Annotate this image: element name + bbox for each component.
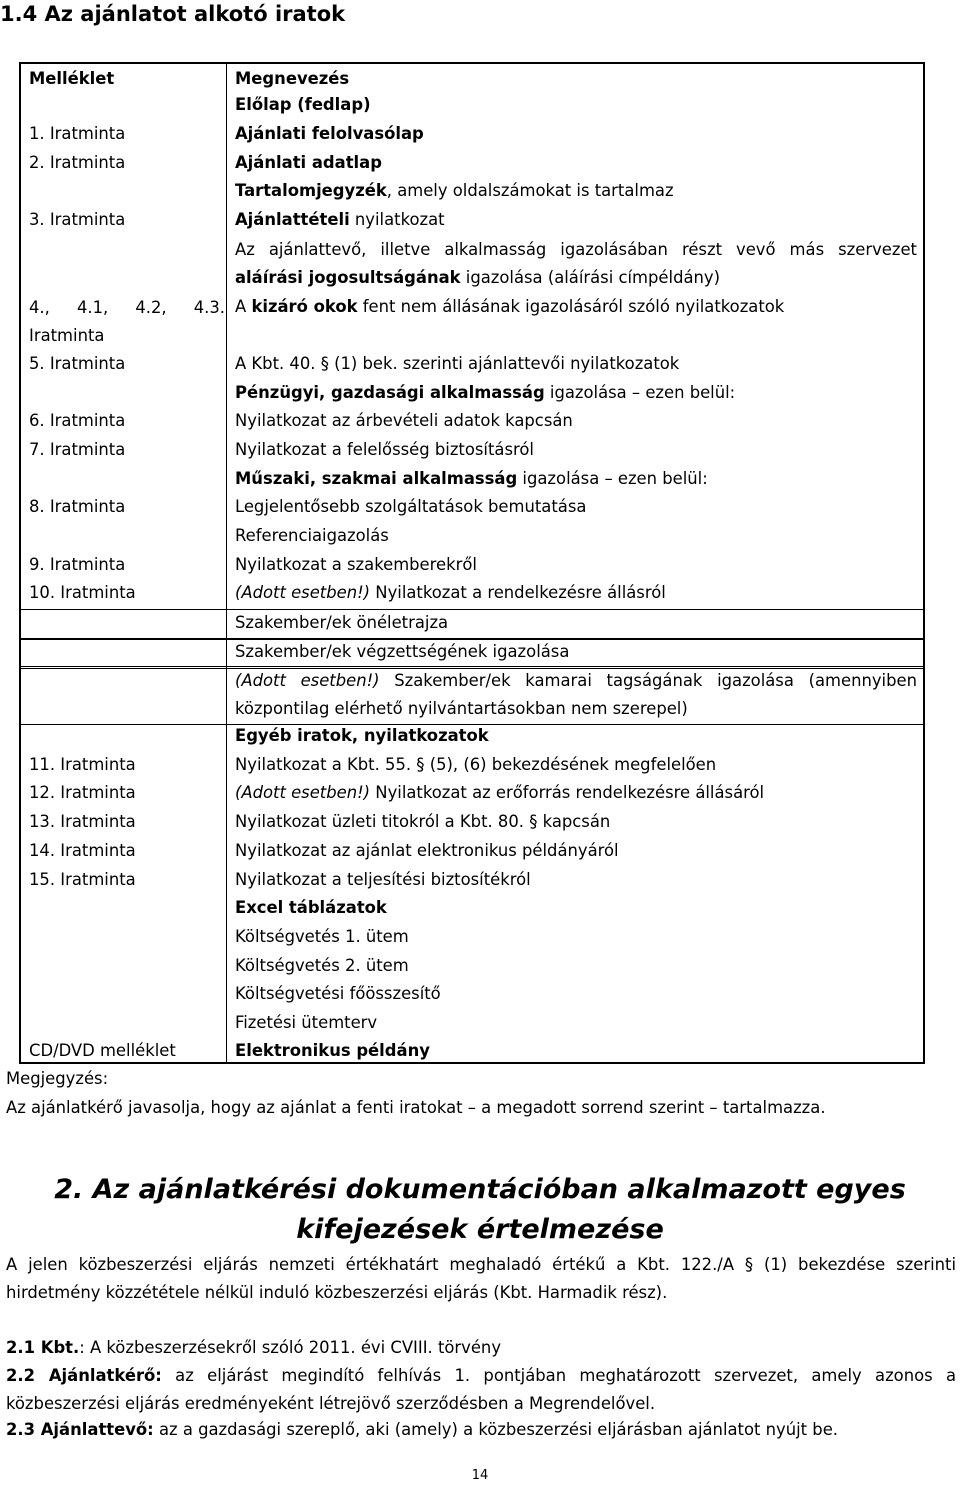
name-cell [235,466,917,492]
annex-cell: 6. Iratminta [29,411,126,430]
note-label: Megjegyzés: [6,1069,109,1088]
annex-cell: 14. Iratminta [29,841,136,860]
name-cell [235,178,917,204]
text-span: Költségvetés 2. ütem [235,956,409,975]
bold-text: Ajánlati felolvasólap [235,124,424,143]
name-cell [235,523,917,549]
name-cell [235,121,917,147]
annex-cell: 4., 4.1, 4.2, 4.3. Iratminta [29,298,225,345]
annex-cell: 13. Iratminta [29,812,136,831]
table-row [21,207,923,236]
name-cell [235,494,917,520]
name-cell [235,1010,917,1036]
definition-text: az a gazdasági szereplő, aki (amely) a közbeszerzési eljárásban ajánlatot nyújt be. [153,1420,838,1439]
text-span: igazolása – ezen belül: [544,383,736,402]
definition-ajanlatkero [6,1362,956,1418]
name-cell [235,408,917,434]
text-span: Nyilatkozat üzleti titokról a Kbt. 80. § kapcsán [235,812,611,831]
table-row [21,867,923,896]
bold-text: kizáró okok [251,297,358,316]
definition-term: 2.2 Ajánlatkérő: [6,1366,162,1385]
name-cell [235,752,917,778]
text-span: Nyilatkozat az erőforrás rendelkezésre állásáról [370,783,765,802]
name-cell [235,380,917,406]
header-annex: Melléklet [29,69,115,88]
bold-text: Elektronikus példány [235,1041,430,1060]
table-row [21,552,923,581]
table-row [21,580,923,609]
text-span: igazolása – ezen belül: [517,469,708,488]
text-span: Nyilatkozat az ajánlat elektronikus példányáról [235,841,619,860]
bold-text: Tartalomjegyzék [235,181,387,200]
section-title: 2. Az ajánlatkérési dokumentációban alkalmazott egyes kifejezések értelmezése [54,1174,906,1245]
page-number: 14 [471,1468,489,1483]
bold-text: Ajánlati adatlap [235,153,382,172]
definition-text: az eljárást megindító felhívás 1. pontjában meghatározott szervezet, amely azonos a közbeszerzési eljárás eredményeként létrejövő szerződésben a Megrendelővel. [6,1366,957,1413]
section-intro: A jelen közbeszerzési eljárás nemzeti értékhatárt meghaladó értékű a Kbt. 122./A § (1) bekezdése szerinti hirdetmény közzététele nélkül induló közbeszerzési eljárás (Kbt. Harmadik rész). [6,1255,956,1302]
name-cell [235,867,917,893]
name-cell [235,1038,917,1064]
table-row [21,121,923,150]
italic-text: (Adott esetben!) [235,671,380,690]
annex-cell: 15. Iratminta [29,870,136,889]
table-row [21,408,923,437]
text-span: nyilatkozat [349,210,445,229]
table-row [21,666,923,725]
text-span: Költségvetési főösszesítő [235,984,441,1003]
name-cell [235,639,917,665]
text-span: igazolása (aláírási címpéldány) [460,268,720,287]
name-cell [235,838,917,864]
annex-cell: 1. Iratminta [29,124,126,143]
bold-text: Excel táblázatok [235,898,387,917]
name-cell [235,924,917,950]
annex-cell: 2. Iratminta [29,153,126,172]
text-span: Nyilatkozat a szakemberekről [235,555,477,574]
text-span: Nyilatkozat a teljesítési biztosítékról [235,870,531,889]
table-row [21,1038,923,1064]
table-row [21,466,923,495]
table-row [21,236,923,294]
text-span: Nyilatkozat az árbevételi adatok kapcsán [235,411,573,430]
text-span: Szakember/ek kamarai tagságának igazolása (amennyiben központilag elérhető nyilvántartásokban nem szerepel) [235,671,917,718]
table-row [21,494,923,523]
text-span: Szakember/ek végzettségének igazolása [235,642,570,661]
name-cell [235,809,917,835]
table-row [21,924,923,953]
table-row [21,638,923,669]
table-row [21,809,923,838]
documents-table [19,62,925,1064]
table-row [21,981,923,1010]
text-span: A [235,297,252,316]
table-row [21,294,923,350]
name-cell [235,207,917,233]
bold-text: Ajánlattételi [235,210,350,229]
name-cell [235,351,917,377]
annex-cell: 5. Iratminta [29,354,126,373]
annex-cell: 7. Iratminta [29,440,126,459]
name-cell [235,552,917,578]
annex-cell: 9. Iratminta [29,555,126,574]
italic-text: (Adott esetben!) [235,783,371,802]
annex-cell: CD/DVD melléklet [29,1041,176,1060]
table-row [21,92,923,121]
bold-text: Pénzügyi, gazdasági alkalmasság [235,383,545,402]
text-span: Nyilatkozat a rendelkezésre állásról [370,583,666,602]
text-span: Referenciaigazolás [235,526,389,545]
text-span: fent nem állásának igazolásáról szóló nyilatkozatok [357,297,785,316]
name-cell [235,92,917,118]
table-row [21,523,923,552]
name-cell [235,723,917,749]
header-name: Megnevezés [235,69,350,88]
table-row [21,609,923,640]
text-span: Költségvetés 1. ütem [235,927,409,946]
name-cell [235,580,917,606]
name-cell [235,150,917,176]
name-cell [235,437,917,463]
table-row [21,752,923,781]
table-row [21,953,923,982]
table-row [21,780,923,809]
name-cell [235,667,917,723]
name-cell [235,953,917,979]
text-span: Az ajánlattevő, illetve alkalmasság igazolásában részt vevő más szervezet [235,240,917,259]
text-span: Fizetési ütemterv [235,1013,378,1032]
note-text: Az ajánlatkérő javasolja, hogy az ajánlat a fenti iratokat – a megadott sorrend szerint – tartalmazza. [6,1098,826,1117]
annex-cell: 8. Iratminta [29,497,126,516]
name-cell [235,780,917,806]
text-span: Szakember/ek önéletrajza [235,613,449,632]
bold-text: Előlap (fedlap) [235,95,371,114]
text-span: Nyilatkozat a Kbt. 55. § (5), (6) bekezdésének megfelelően [235,755,717,774]
name-cell [235,294,917,320]
definition-term: 2.1 Kbt. [6,1338,80,1357]
name-cell [235,610,917,636]
definition-text: : A közbeszerzésekről szóló 2011. évi CVIII. törvény [79,1338,502,1357]
page-heading: 1.4 Az ajánlatot alkotó iratok [0,2,346,26]
name-cell [235,236,917,292]
table-row [21,380,923,409]
annex-cell: 11. Iratminta [29,755,136,774]
name-cell [235,895,917,921]
bold-text: Műszaki, szakmai alkalmasság [235,469,518,488]
bold-text: aláírási jogosultságának [235,268,461,287]
annex-cell: 10. Iratminta [29,583,136,602]
text-span: , amely oldalszámokat is tartalmaz [386,181,674,200]
text-span: A Kbt. 40. § (1) bek. szerinti ajánlattevői nyilatkozatok [235,354,680,373]
table-row [21,838,923,867]
definition-term: 2.3 Ajánlattevő: [6,1420,154,1439]
table-row [21,723,923,752]
definition-kbt [6,1334,956,1362]
bold-text: Egyéb iratok, nyilatkozatok [235,726,489,745]
table-row [21,437,923,466]
text-span: Legjelentősebb szolgáltatások bemutatása [235,497,587,516]
text-span: Nyilatkozat a felelősség biztosításról [235,440,534,459]
table-row [21,150,923,179]
definition-ajanlattevo [6,1416,956,1444]
table-row [21,1010,923,1039]
italic-text: (Adott esetben!) [235,583,371,602]
annex-cell: 12. Iratminta [29,783,136,802]
name-cell [235,981,917,1007]
annex-cell: 3. Iratminta [29,210,126,229]
table-row [21,895,923,924]
table-row [21,178,923,207]
table-row [21,351,923,380]
